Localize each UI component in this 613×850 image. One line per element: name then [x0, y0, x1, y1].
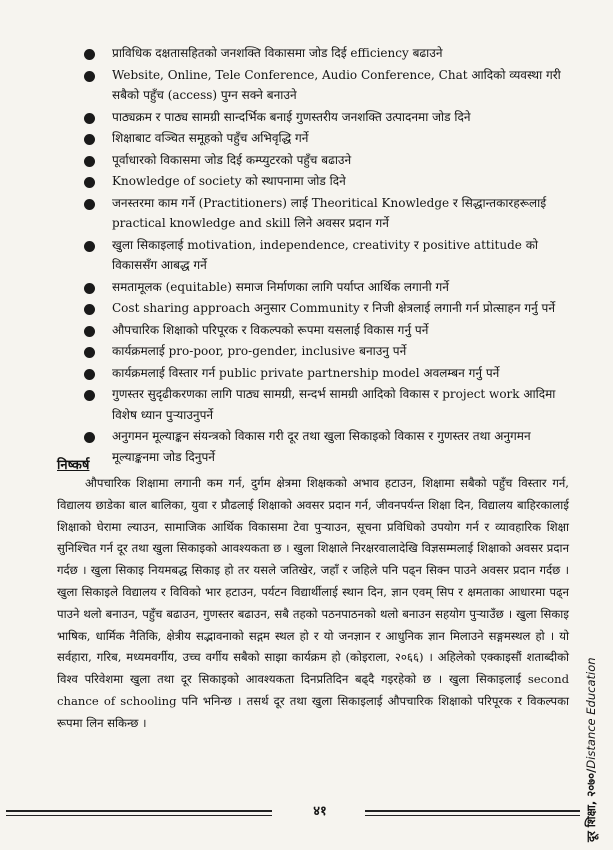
list-item [82, 171, 572, 192]
bullet-icon [84, 432, 95, 443]
journal-name: दूर शिक्षा, २०७० [584, 772, 598, 842]
list-item-text: शिक्षाबाट वञ्चित समूहको पहुँच अभिवृद्धि गर्ने [112, 131, 309, 145]
list-item [82, 193, 572, 234]
bullet-icon [84, 283, 95, 294]
list-item [82, 107, 572, 128]
journal-side-label: दूर शिक्षा, २०७०/Distance Education [584, 657, 598, 842]
list-item-text: कार्यक्रमलाई pro-poor, pro-gender, inclusive बनाउनु पर्ने [112, 344, 407, 358]
list-item [82, 150, 572, 171]
list-item [82, 341, 572, 362]
list-item-text: पाठ्यक्रम र पाठ्य सामग्री सान्दर्भिक बनाई गुणस्तरीय जनशक्ति उत्पादनमा जोड दिने [112, 109, 471, 124]
list-item [82, 128, 572, 149]
list-item-text: Cost sharing approach अनुसार Community र निजी क्षेत्रलाई लगानी गर्न प्रोत्साहन गर्नु पर्ने [112, 301, 556, 315]
bullet-icon [84, 113, 95, 124]
list-item-text: पूर्वाधारको विकासमा जोड दिई कम्प्युटरको पहुँच बढाउने [112, 152, 352, 167]
footer-rule-left [6, 810, 272, 812]
recommendation-list [82, 43, 572, 468]
list-item-text: अनुगमन मूल्याङ्कन संयन्त्रको विकास गरी दूर तथा खुला सिकाइको विकास र गुणस्तर तथा अनुगमन मूल्याङ्कनमा जोड दिनुपर्ने [112, 429, 531, 464]
bullet-icon [84, 304, 95, 315]
list-item [82, 65, 572, 106]
footer-rule-left-thin [6, 815, 272, 816]
bullet-icon [84, 134, 95, 145]
bullet-icon [84, 347, 95, 358]
bullet-icon [84, 177, 95, 188]
list-item [82, 426, 572, 467]
bullet-icon [84, 390, 95, 401]
conclusion-paragraph: औपचारिक शिक्षामा लगानी कम गर्न, दुर्गम क्षेत्रमा शिक्षककाे अभाव हटाउन, शिक्षामा सबैको पहुँच विस्तार गर्न, विद्यालय छाडेका बाल बालिका, युवा र प्रौढलाई शिक्षाको अवसर प्रदान गर्न, जीवनपर्यन्त शिक्षा दिन, विद्यालय बाहिरकालाई शिक्षाको घेरामा ल्याउन, सामाजिक आर्थिक विकासमा टेवा पुऱ्याउन, सूचना प्रविधिको उपयोग गर्न र व्यावहारिक शिक्षा सुनिश्चित गर्न दूर तथा खुला सिकाइको आवश्यकता छ । खुला शिक्षाले निरक्षरवालादेखि विज्ञसम्मलाई शिक्षाको अवसर प्रदान गर्दछ । खुला सिकाइ नियमबद्ध सिकाइ हो तर यसले जतिखेर, जहाँ र जहिले पनि पढ्न सिक्न पाउने अवसर प्रदान गर्दछ । खुला सिकाइले विद्यालय र विविको भार हटाउन, पर्यटन विद्यार्थीलाई स्थान दिन, ज्ञान एवम् सिप र क्षमताका आधारमा पढ्न पाउने थलो बनाउन, पहुँच बढाउन, गुणस्तर बढाउन, सबै तहको पठनपाठनको थलो बनाउन सहयोग पुऱ्याउँछ । खुला सिकाइ भाषिक, धार्मिक नैतिकि, क्षेत्रीय सद्भावनाको सद्गम स्थल हो र यो जनज्ञान र आधुनिक ज्ञान मिलाउने सङ्गमस्थल हो । यो सर्वहारा, गरिब, मध्यमवर्गीय, उच्च वर्गीय सबैको साझा कार्यक्रम हो (कोइराला, २०६६) । अहिलेको एक्काइसौं शताब्दीको विश्व परिवेशमा खुला तथा दूर सिकाइको आवश्यकता दिनप्रतिदिन बढ्दै गइरहेको छ । खुला सिकाइलाई second chance of schooling पनि भनिन्छ । तसर्थ दूर तथा खुला सिकाइलाई औपचारिक शिक्षाको परिपूरक र विकल्पका रूपमा लिन सकिन्छ । [57, 476, 569, 730]
bullet-icon [84, 71, 95, 82]
list-item-text: समतामूलक (equitable) समाज निर्माणका लागि पर्याप्त आर्थिक लगानी गर्ने [112, 279, 449, 294]
list-item-text: खुला सिकाइलाई motivation, independence, creativity र positive attitude को विकाससँग आबद्ध गर्ने [112, 237, 539, 272]
footer-rule-right [365, 810, 580, 812]
list-item [82, 277, 572, 298]
list-item-text: जनस्तरमा काम गर्ने (Practitioners) लाई Theoritical Knowledge र सिद्धान्तकारहरूलाई practical knowledge and skill लिने अवसर प्रदान गर्ने [112, 195, 547, 230]
list-item-text: Knowledge of society को स्थापनामा जोड दिने [112, 174, 346, 188]
list-item-text: गुणस्तर सुदृढीकरणका लागि पाठ्य सामग्री, सन्दर्भ सामग्री आदिको विकास र project work आदिमा विशेष ध्यान पुऱ्याउनुपर्ने [112, 387, 556, 422]
bullet-icon [84, 199, 95, 210]
bullet-icon [84, 369, 95, 380]
bullet-icon [84, 326, 95, 337]
list-item [82, 363, 572, 384]
page-number: ४१ [313, 804, 327, 819]
list-item [82, 384, 572, 425]
bullet-icon [84, 241, 95, 252]
conclusion-heading: निष्कर्ष [57, 458, 90, 473]
list-item-text: प्राविधिक दक्षतासहितको जनशक्ति विकासमा जोड दिई efficiency बढाउने [112, 46, 443, 60]
list-item-text: औपचारिक शिक्षाको परिपूरक र विकल्पको रूपमा यसलाई विकास गर्नु पर्ने [112, 322, 429, 337]
footer-rule-right-thin [365, 815, 580, 816]
list-item [82, 320, 572, 341]
bullet-icon [84, 49, 95, 60]
list-item [82, 298, 572, 319]
journal-english-name: Distance Education [584, 657, 598, 769]
bullet-icon [84, 156, 95, 167]
list-item [82, 43, 572, 64]
list-item-text: कार्यक्रमलाई विस्तार गर्न public private partnership model अवलम्बन गर्नु पर्ने [112, 365, 500, 380]
list-item-text: Website, Online, Tele Conference, Audio Conference, Chat आदिको व्यवस्था गरी सबैको पहुँच (access) पुग्न सक्ने बनाउने [112, 67, 561, 102]
list-item [82, 235, 572, 276]
